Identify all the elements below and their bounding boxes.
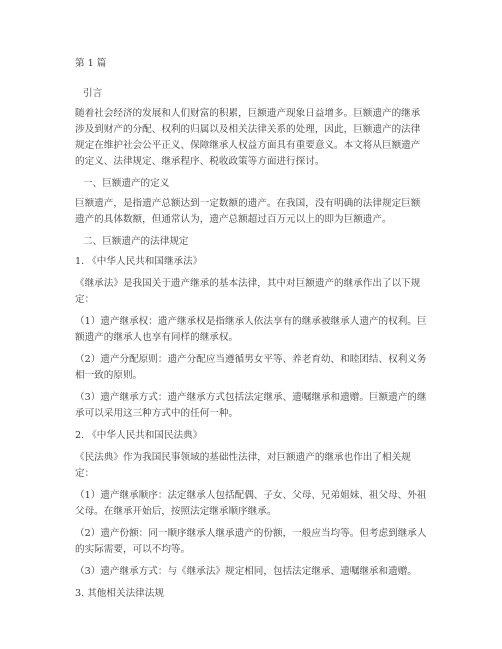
subsection-1-item: （2）遗产分配原则：遗产分配应当遵循男女平等、养老育幼、和睦团结、权利义务相一致的原则。	[75, 354, 427, 381]
subsection-2-item: （1）遗产继承顺序：法定继承人包括配偶、子女、父母、兄弟姐妹、祖父母、外祖父母。在继承开始后，按照法定继承顺序继承。	[75, 490, 427, 517]
page-number-heading: 第 1 篇	[75, 58, 107, 69]
subsection-2-item: （3）遗产继承方式：与《继承法》规定相同，包括法定继承、遗嘱继承和遗赠。	[75, 566, 417, 577]
subsection-1-paragraph: 《继承法》是我国关于遗产继承的基本法律，其中对巨额遗产的继承作出了以下规定：	[75, 278, 421, 305]
intro-paragraph: 随着社会经济的发展和人们财富的积累，巨额遗产现象日益增多。巨额遗产的继承涉及到财产的分配、权利的归属以及相关法律关系的处理，因此，巨额遗产的法律规定在维护社会公平正义、保障继承人权益方面具有重要意义。本文将从巨额遗产的定义、法律规定、继承程序、税收政策等方面进行探讨。	[75, 108, 421, 167]
section-1-heading: 一、巨额遗产的定义	[83, 178, 170, 189]
subsection-3-heading: 3. 其他相关法律法规	[75, 588, 164, 599]
subsection-2-paragraph: 《民法典》作为我国民事领域的基础性法律，对巨额遗产的继承也作出了相关规定：	[75, 452, 411, 479]
section-1-paragraph: 巨额遗产，是指遗产总额达到一定数额的遗产。在我国，没有明确的法律规定巨额遗产的具体数额，但通常认为，遗产总额超过百万元以上的即为巨额遗产。	[75, 198, 421, 225]
subsection-1-item: （1）遗产继承权：遗产继承权是指继承人依法享有的继承被继承人遗产的权利。巨额遗产的继承人也享有同样的继承权。	[75, 316, 427, 343]
subsection-2-heading: 2. 《中华人民共和国民法典》	[75, 430, 203, 441]
subsection-1-heading: 1. 《中华人民共和国继承法》	[75, 256, 203, 267]
subsection-2-item: （2）遗产份额：同一顺序继承人继承遗产的份额，一般应当均等。但考虑到继承人的实际需要，可以不均等。	[75, 528, 427, 555]
subsection-1-item: （3）遗产继承方式：遗产继承方式包括法定继承、遗嘱继承和遗赠。巨额遗产的继承可以采用这三种方式中的任何一种。	[75, 392, 427, 419]
document-page	[75, 56, 427, 608]
section-2-heading: 二、巨额遗产的法律规定	[83, 236, 189, 247]
intro-heading: 引言	[83, 88, 103, 99]
